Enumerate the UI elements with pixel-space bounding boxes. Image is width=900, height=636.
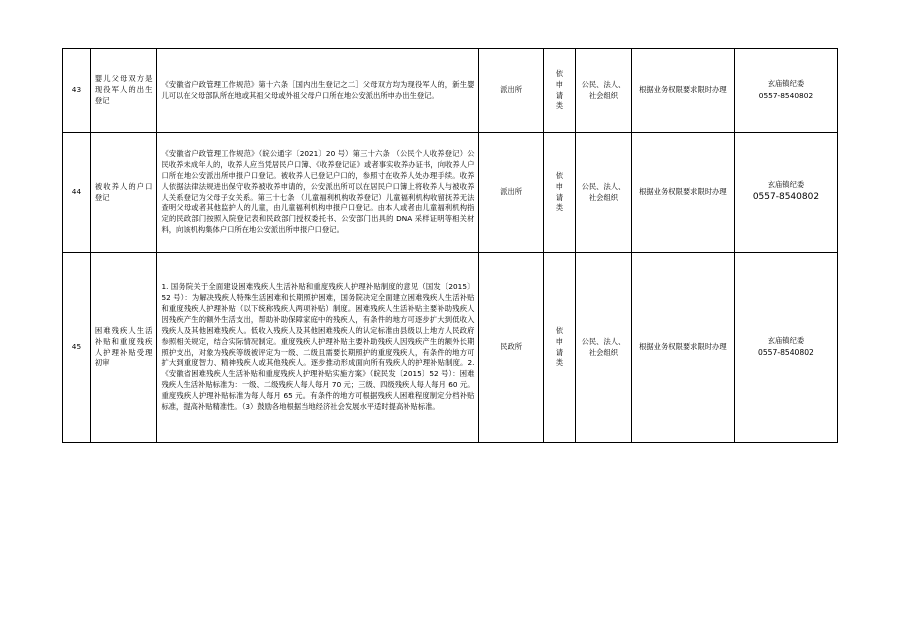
table-row [63, 49, 838, 133]
permissions-table [62, 48, 838, 443]
service-object: 公民、法人、社会组织 [576, 133, 632, 253]
power-type-char: 申 [555, 336, 564, 346]
row-number: 44 [63, 133, 91, 253]
service-object: 公民、法人、社会组织 [576, 49, 632, 133]
power-type-char: 请 [555, 347, 564, 357]
implementing-department: 民政所 [479, 253, 543, 443]
supervision-office: 玄庙镇纪委 [767, 79, 805, 89]
item-name: 婴儿父母双方是现役军人的出生登记 [90, 49, 157, 133]
power-type-char: 类 [555, 101, 564, 111]
power-type-char: 申 [555, 79, 564, 89]
supervision-phone: 0557-8540802 [758, 348, 814, 358]
supervision-office: 玄庙镇纪委 [767, 180, 805, 190]
power-type-char: 依 [555, 170, 564, 180]
processing-time-limit: 根据业务权限要求限时办理 [631, 133, 734, 253]
power-type-char: 类 [555, 358, 564, 368]
power-type-char: 申 [555, 181, 564, 191]
power-type-char: 请 [555, 90, 564, 100]
implementing-department: 派出所 [479, 133, 543, 253]
power-type-char: 依 [555, 325, 564, 335]
legal-basis: 《安徽省户政管理工作规范》第十六条［国内出生登记之二］父母双方均为现役军人的，新生婴儿可以在父母部队所在地或其祖父母或外祖父母户口所在地公安派出所申办出生登记。 [157, 49, 479, 133]
item-name: 困难残疾人生活补贴和重度残疾人护理补贴受理初审 [90, 253, 157, 443]
supervision-office: 玄庙镇纪委 [767, 336, 805, 346]
power-type-char: 依 [555, 68, 564, 78]
legal-basis: 1. 国务院关于全面建设困难残疾人生活补贴和重度残疾人护理补贴制度的意见（国发〔2015〕52 号）：为解决残疾人特殊生活困难和长期照护困难，国务院决定全面建立困难残疾人生活补贴和重度残疾人护理补贴（以下统称残疾人两项补贴）制度。困难残疾人生活补贴主要补助残疾人因残疾产生的额外生活支出，帮助补助保障家庭中的残疾人，有条件的地方可逐步扩大到低收入残疾人及其他困难残疾人。低收入残疾人及其他困难残疾人的认定标准由县级以上地方人民政府参照相关规定，结合实际情况制定。重度残疾人护理补贴主要补助残疾人因残疾产生的额外长期照护支出，对象为残疾等级被评定为一级、二级且需要长期照护的重度残疾人，有条件的地方可扩大到重度智力、精神残疾人或其他残疾人。逐步推动形成面向所有残疾人的护理补贴制度。2. 《安徽省困难残疾人生活补贴和重度残疾人护理补贴实施方案》（皖民发〔2015〕52 号）：困难残疾人生活补贴标准为：一级、二级残疾人每人每月 70 元；三级、四级残疾人每人每月 60 元。重度残疾人护理补贴标准为每人每月 65 元。有条件的地方可根据残疾人困难程度制定分档补贴标准，提高补贴精准性。（3）鼓励各地根据当地经济社会发展水平适时提高补贴标准。 [157, 253, 479, 443]
power-type-char: 类 [555, 203, 564, 213]
supervision-phone: 0557-8540802 [752, 192, 820, 203]
power-type-char: 请 [555, 192, 564, 202]
processing-time-limit: 根据业务权限要求限时办理 [631, 253, 734, 443]
supervision-contact [734, 133, 837, 253]
supervision-contact [734, 49, 837, 133]
power-type [543, 49, 575, 133]
implementing-department: 派出所 [479, 49, 543, 133]
power-type [543, 133, 575, 253]
legal-basis: 《安徽省户政管理工作规范》（皖公通字〔2021〕20 号）第三十六条 （公民个人收养登记）公民收养未成年人的，收养人应当凭居民户口簿、《收养登记证》或者事实收养办证书，向收养人户口所在地公安派出所申报户口登记。被收养人已登记户口的，参照寸在收养人处办理手续。收养人依据法律法规进出保守收养被收养申请的，公安派出所可以在居民户口簿上将收养人与被收养人关系登记为父母子女关系。第三十七条 （儿童福利机构收养登记）儿童福利机构收留抚养无法查明父母或者其他监护人的儿童，由儿童福利机构申报户口登记。由本人或者由儿童福利机构指定的民政部门按照入院登记表和民政部门授权委托书、公安部门出具的 DNA 采样证明等相关材料，向该机构集体户口所在地公安派出所申报户口登记。 [157, 133, 479, 253]
supervision-phone: 0557-8540802 [758, 91, 814, 101]
row-number: 45 [63, 253, 91, 443]
service-object: 公民、法人、社会组织 [576, 253, 632, 443]
row-number: 43 [63, 49, 91, 133]
table-row [63, 133, 838, 253]
table-row [63, 253, 838, 443]
supervision-contact [734, 253, 837, 443]
power-type [543, 253, 575, 443]
item-name: 被收养人的户口登记 [90, 133, 157, 253]
processing-time-limit: 根据业务权限要求限时办理 [631, 49, 734, 133]
